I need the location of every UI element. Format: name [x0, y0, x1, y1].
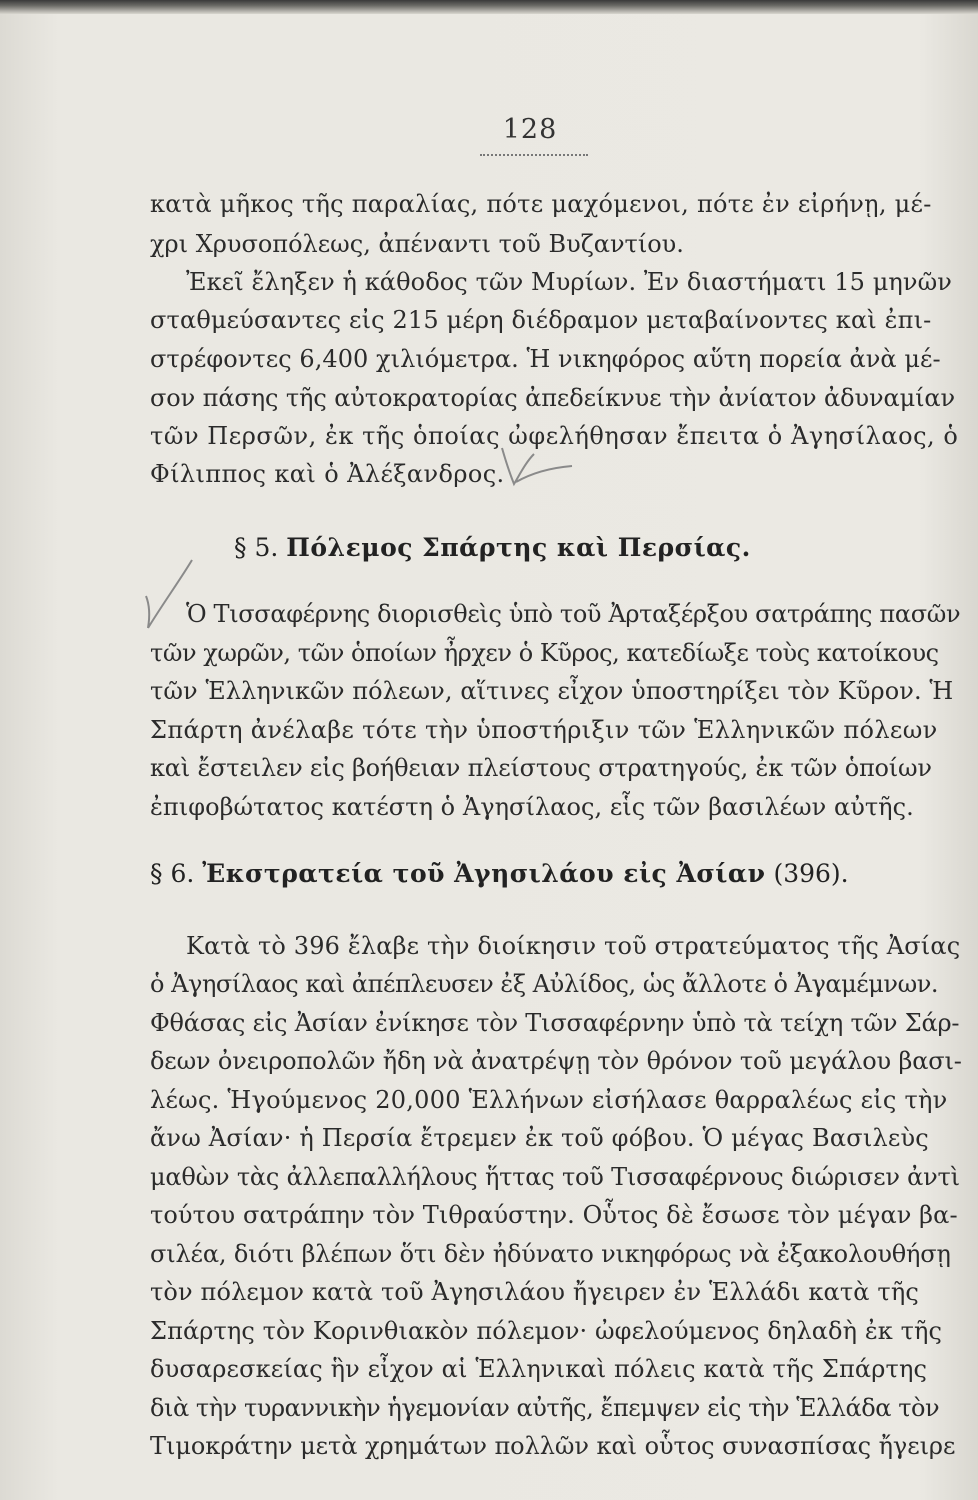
text-line: σον πάσης τῆς αὐτοκρατορίας ἀπεδείκνυε τὴν ἀνίατον ἀδυναμίαν — [150, 384, 955, 412]
text-line: δυσαρεσκείας ἣν εἶχον αἱ Ἑλληνικαὶ πόλεις κατὰ τῆς Σπάρτης — [150, 1355, 928, 1383]
section-5-heading — [234, 530, 751, 566]
text-line: διὰ τὴν τυραννικὴν ἡγεμονίαν αὐτῆς, ἔπεμψεν εἰς τὴν Ἑλλάδα τὸν — [150, 1394, 940, 1422]
section-5-number: § 5. — [234, 533, 279, 562]
section-5-title: Πόλεμος Σπάρτης καὶ Περσίας. — [286, 533, 751, 562]
page-number-rule — [480, 154, 588, 156]
text-line: Φθάσας εἰς Ἀσίαν ἐνίκησε τὸν Τισσαφέρνην ὑπὸ τὰ τείχη τῶν Σάρ- — [150, 1009, 960, 1037]
text-line: στρέφοντες 6,400 χιλιόμετρα. Ἡ νικηφόρος αὕτη πορεία ἀνὰ μέ- — [150, 345, 941, 373]
text-line: Σπάρτη ἀνέλαβε τότε τὴν ὑποστήριξιν τῶν Ἑλληνικῶν πόλεων — [150, 716, 938, 744]
text-line: τῶν Ἑλληνικῶν πόλεων, αἵτινες εἶχον ὑποστηρίξει τὸν Κῦρον. Ἡ — [150, 677, 954, 705]
text-line: τούτου σατράπην τὸν Τιθραύστην. Οὗτος δὲ ἔσωσε τὸν μέγαν βα- — [150, 1201, 958, 1229]
text-line: ὁ Ἀγησίλαος καὶ ἀπέπλευσεν ἐξ Αὐλίδος, ὡς ἄλλοτε ὁ Ἀγαμέμνων. — [150, 970, 939, 998]
text-line: λέως. Ἡγούμενος 20,000 Ἑλλήνων εἰσήλασε θαρραλέως εἰς τὴν — [150, 1086, 948, 1114]
text-line: τῶν χωρῶν, τῶν ὁποίων ἦρχεν ὁ Κῦρος, κατεδίωξε τοὺς κατοίκους — [150, 639, 939, 667]
text-line: μαθὼν τὰς ἀλλεπαλλήλους ἥττας τοῦ Τισσαφέρνους διώρισεν ἀντὶ — [150, 1163, 960, 1191]
text-line: καὶ ἔστειλεν εἰς βοήθειαν πλείστους στρατηγούς, ἐκ τῶν ὁποίων — [150, 754, 932, 782]
text-line: Σπάρτης τὸν Κορινθιακὸν πόλεμον· ὠφελούμενος δηλαδὴ ἐκ τῆς — [150, 1317, 943, 1345]
text-line: σταθμεύσαντες εἰς 215 μέρη διέδραμον μεταβαίνοντες καὶ ἐπι- — [150, 306, 932, 334]
text-line: Κατὰ τὸ 396 ἔλαβε τὴν διοίκησιν τοῦ στρατεύματος τῆς Ἀσίας — [186, 932, 961, 960]
text-line: ἄνω Ἀσίαν· ἡ Περσία ἔτρεμεν ἐκ τοῦ φόβου. Ὁ μέγας Βασιλεὺς — [150, 1124, 929, 1152]
section-6-title: Ἐκστρατεία τοῦ Ἀγησιλάου εἰς Ἀσίαν — [202, 859, 766, 888]
text-line: τῶν Περσῶν, ἐκ τῆς ὁποίας ὠφελήθησαν ἔπειτα ὁ Ἀγησίλαος, ὁ — [150, 422, 959, 450]
section-6-number: § 6. — [150, 859, 195, 888]
text-line: ἐπιφοβώτατος κατέστη ὁ Ἀγησίλαος, εἷς τῶν βασιλέων αὐτῆς. — [150, 793, 914, 821]
text-line: χρι Χρυσοπόλεως, ἀπέναντι τοῦ Βυζαντίου. — [150, 230, 684, 258]
text-line: σιλέα, διότι βλέπων ὅτι δὲν ἠδύνατο νικηφόρως νὰ ἐξακολουθήσῃ — [150, 1240, 951, 1268]
text-line: Τιμοκράτην μετὰ χρημάτων πολλῶν καὶ οὗτος συνασπίσας ἤγειρε — [150, 1432, 956, 1460]
section-6-date: (396). — [773, 859, 849, 888]
page-number: 128 — [502, 114, 558, 145]
text-line: δεων ὀνειροπολῶν ἤδη νὰ ἀνατρέψῃ τὸν θρόνον τοῦ μεγάλου βασι- — [150, 1047, 962, 1075]
text-line: Ὁ Τισσαφέρνης διορισθεὶς ὑπὸ τοῦ Ἀρταξέρξου σατράπης πασῶν — [186, 600, 961, 628]
text-line: τὸν πόλεμον κατὰ τοῦ Ἀγησιλάου ἤγειρεν ἐν Ἑλλάδι κατὰ τῆς — [150, 1278, 919, 1306]
section-6-heading — [150, 856, 849, 892]
text-line: Φίλιππος καὶ ὁ Ἀλέξανδρος. — [150, 460, 505, 488]
scan-top-edge — [0, 0, 978, 14]
text-line: Ἐκεῖ ἔληξεν ἡ κάθοδος τῶν Μυρίων. Ἐν διαστήματι 15 μηνῶν — [186, 268, 952, 296]
handwritten-check-mark — [496, 444, 576, 490]
text-line: κατὰ μῆκος τῆς παραλίας, πότε μαχόμενοι, πότε ἐν εἰρήνῃ, μέ- — [150, 190, 932, 218]
